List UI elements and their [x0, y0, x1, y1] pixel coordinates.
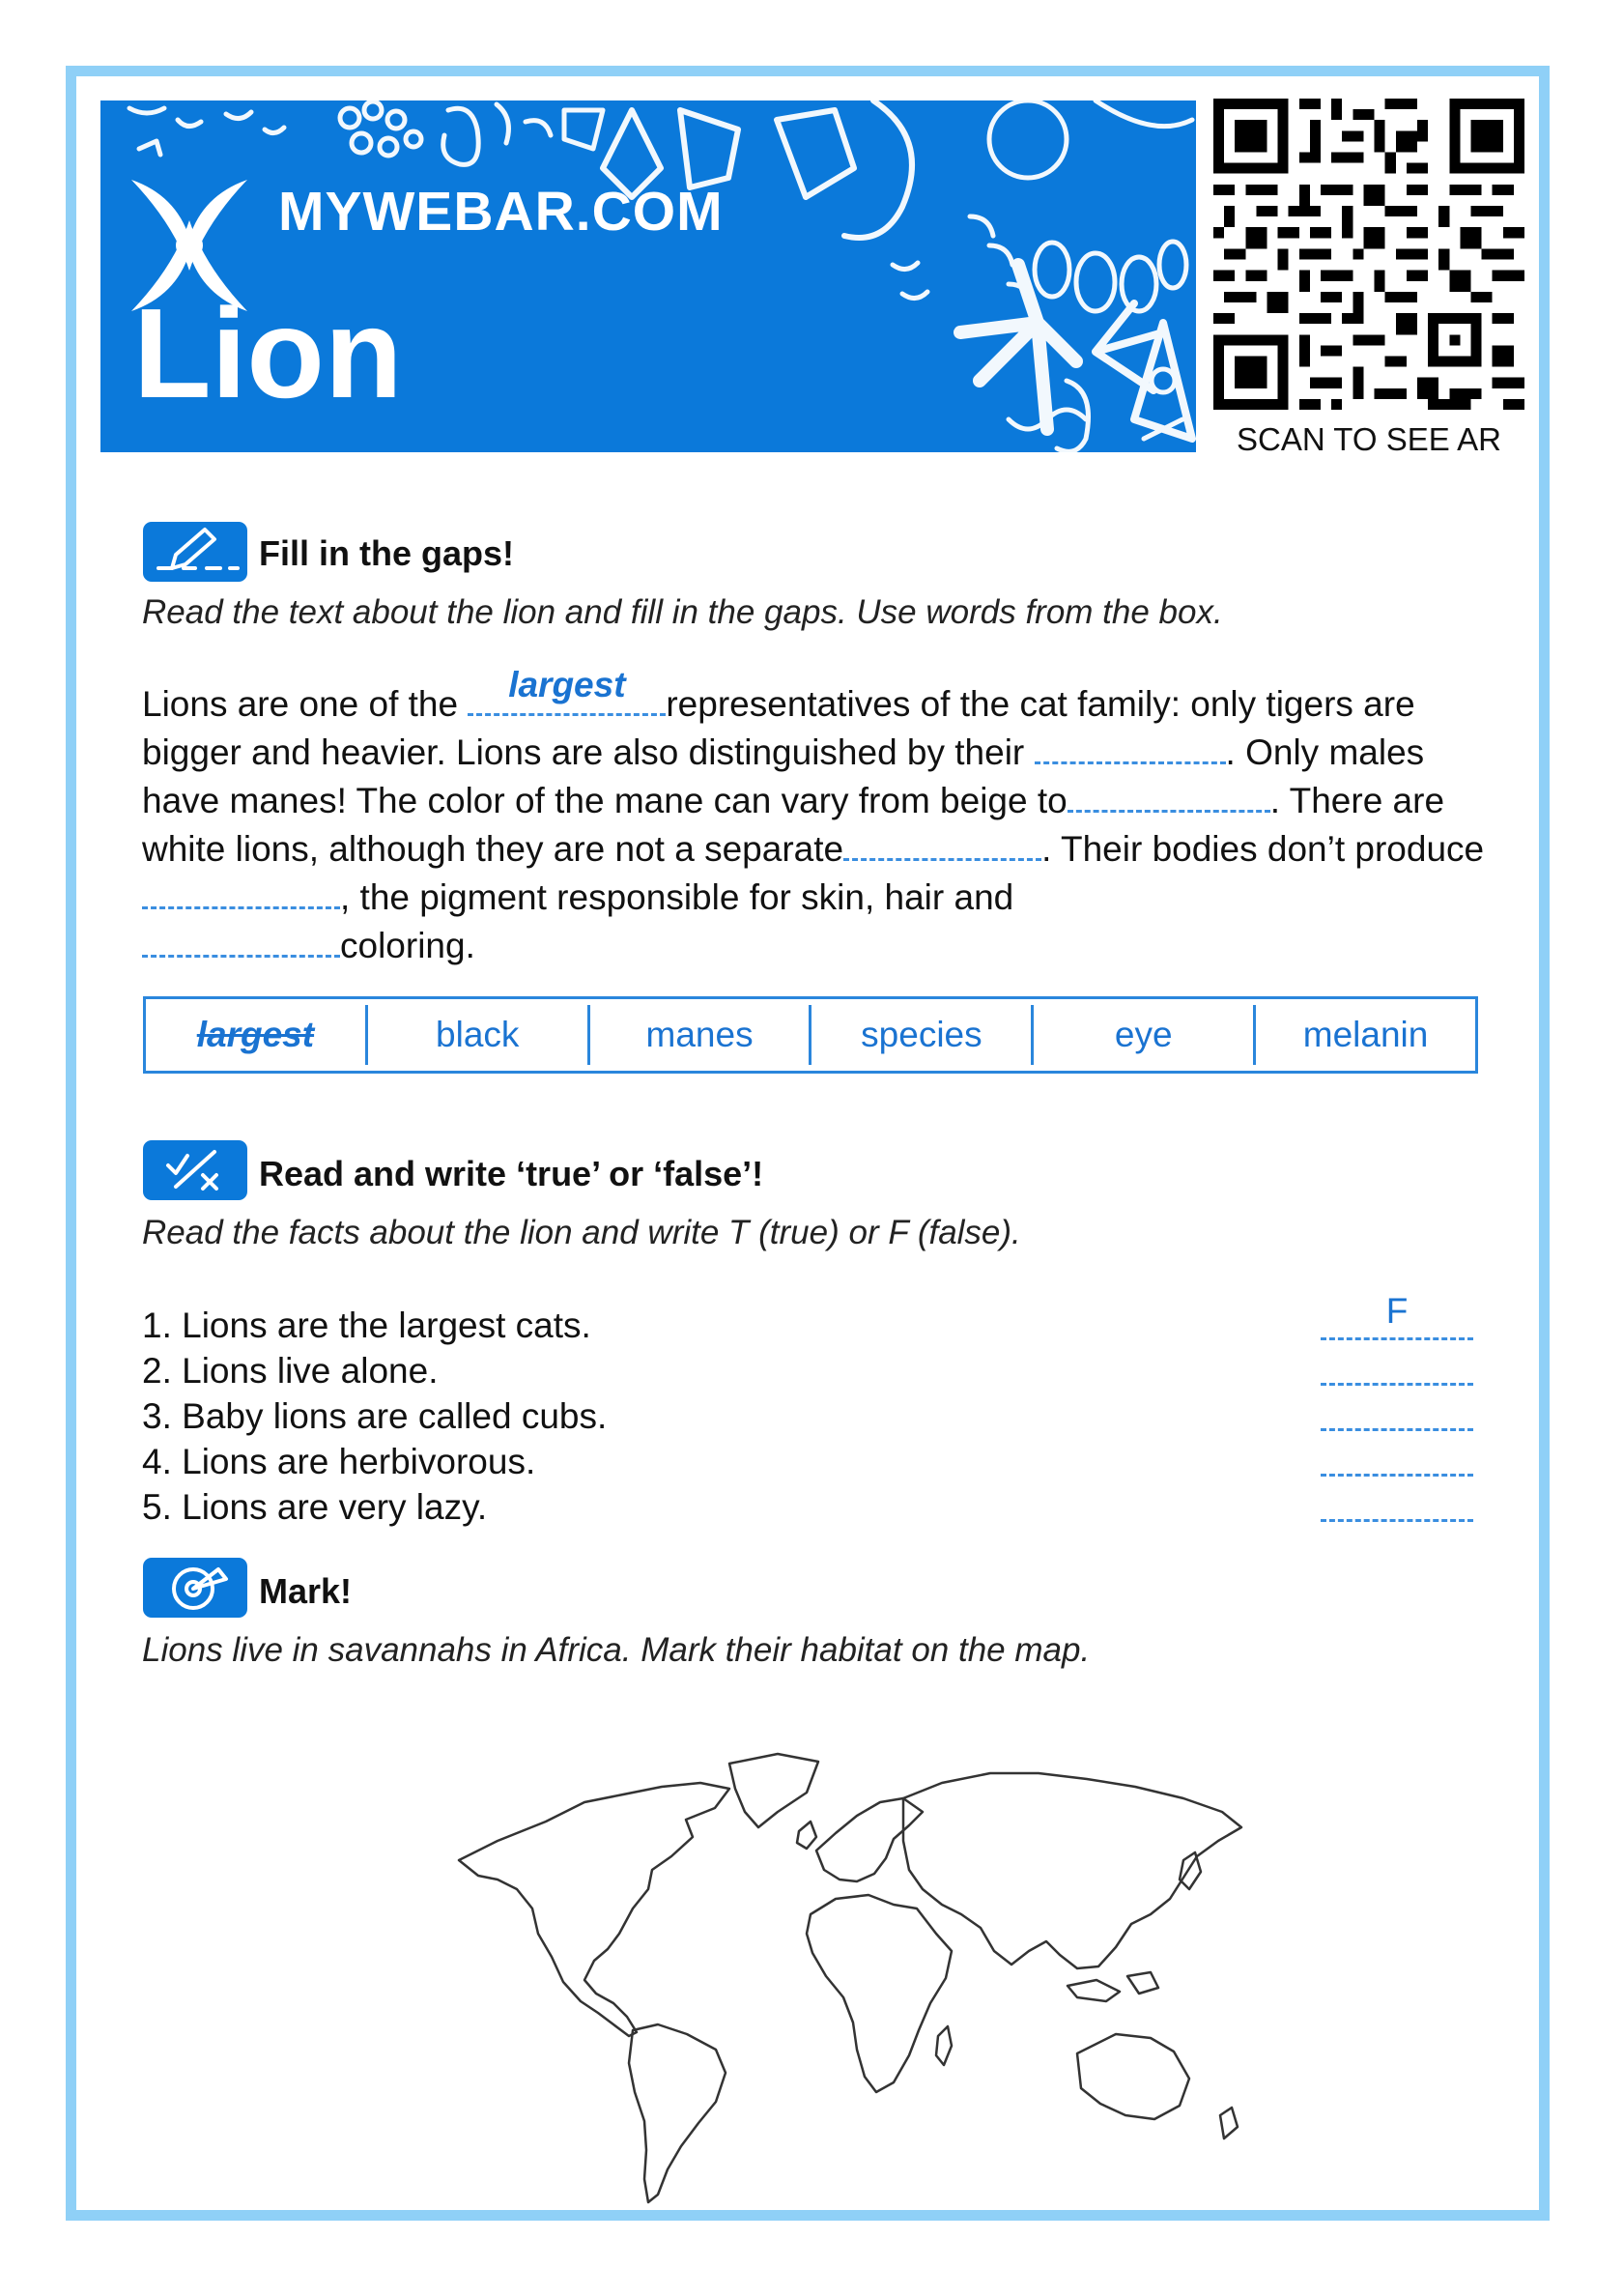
list-item	[142, 1439, 1495, 1484]
fill-gaps-instruction: Read the text about the lion and fill in the gaps. Use words from the box.	[142, 593, 1223, 631]
brand-name: MYWEBAR.COM	[278, 181, 724, 243]
gap-3-field[interactable]	[1068, 775, 1270, 813]
qr-code[interactable]	[1213, 99, 1524, 410]
answer-field[interactable]	[1321, 1393, 1473, 1431]
text-segment: , the pigment responsible for skin, hair and	[340, 877, 1014, 917]
text-segment: Lions are one of the	[142, 684, 469, 724]
text-segment: representatives of the cat family: only tigers are bigger and heavier. Lions are also distinguished by their	[142, 684, 1415, 772]
word-box-item[interactable]: black	[368, 1005, 590, 1065]
gap-6-field[interactable]	[142, 920, 340, 958]
gap-1-field[interactable]	[468, 665, 666, 716]
gap-2-field[interactable]	[1035, 727, 1226, 764]
header-banner	[100, 100, 1196, 452]
map-pin-icon	[143, 1558, 247, 1618]
qr-caption: SCAN TO SEE AR	[1237, 421, 1501, 457]
check-cross-icon	[143, 1140, 247, 1200]
list-item	[142, 1393, 1495, 1439]
answer-value: F	[1385, 1291, 1409, 1331]
word-box-item[interactable]: largest	[146, 1005, 368, 1065]
true-false-instruction: Read the facts about the lion and write T (true) or F (false).	[142, 1214, 1021, 1251]
gap-5-field[interactable]	[142, 872, 340, 909]
word-box-item[interactable]: manes	[590, 1005, 812, 1065]
statement-text: 3. Baby lions are called cubs.	[142, 1396, 608, 1436]
text-segment: . Their bodies don’t produce	[1041, 829, 1485, 869]
statement-text: 5. Lions are very lazy.	[142, 1487, 488, 1527]
answer-field[interactable]	[1321, 1348, 1473, 1386]
answer-field[interactable]	[1321, 1439, 1473, 1477]
list-item	[142, 1348, 1495, 1393]
mark-heading: Mark!	[259, 1571, 353, 1611]
word-box-item[interactable]: eye	[1034, 1005, 1256, 1065]
statement-text: 4. Lions are herbivorous.	[142, 1442, 536, 1481]
gap-4-field[interactable]	[843, 823, 1041, 861]
text-segment: . Only males have manes! The color of the mane can vary from beige to	[142, 732, 1425, 820]
list-item	[142, 1484, 1495, 1530]
answer-field[interactable]	[1321, 1291, 1473, 1340]
word-box-item[interactable]: melanin	[1302, 1015, 1429, 1054]
statement-text: 2. Lions live alone.	[142, 1351, 439, 1391]
page-title: Lion	[133, 282, 403, 424]
gap-1-answer: largest	[508, 665, 626, 704]
true-false-heading: Read and write ‘true’ or ‘false’!	[259, 1154, 764, 1193]
text-segment: coloring.	[340, 926, 475, 965]
world-map[interactable]	[440, 1744, 1251, 2208]
true-false-list	[142, 1291, 1495, 1530]
statement-text: 1. Lions are the largest cats.	[142, 1306, 591, 1345]
fill-gaps-paragraph	[142, 665, 1495, 968]
pencil-gaps-icon	[143, 522, 247, 582]
answer-field[interactable]	[1321, 1484, 1473, 1522]
word-box-item[interactable]: species	[812, 1005, 1034, 1065]
text-segment: . There are white lions, although they are not a separate	[142, 781, 1445, 869]
list-item	[142, 1291, 1495, 1348]
word-box	[143, 996, 1478, 1074]
fill-gaps-heading: Fill in the gaps!	[259, 533, 515, 573]
mark-instruction: Lions live in savannahs in Africa. Mark their habitat on the map.	[142, 1631, 1091, 1669]
